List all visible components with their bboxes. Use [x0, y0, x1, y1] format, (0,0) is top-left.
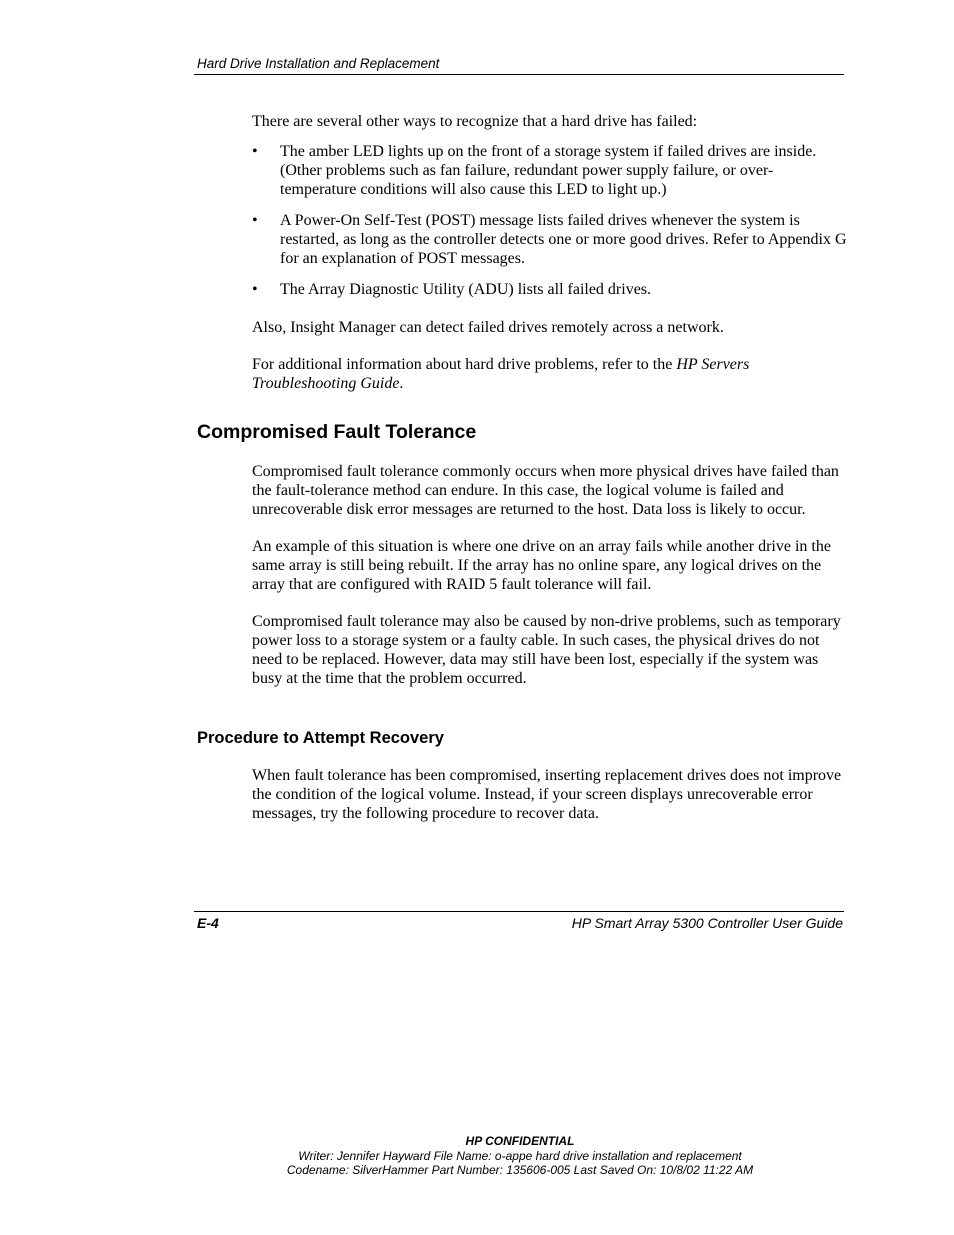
- list-item-text: The Array Diagnostic Utility (ADU) lists all failed drives.: [280, 281, 652, 298]
- subsection-body: [252, 766, 847, 823]
- bullet-icon: •: [252, 143, 258, 160]
- intro-lead: There are several other ways to recognize that a hard drive has failed:: [252, 113, 698, 130]
- confidential-line-2: Codename: SilverHammer Part Number: 135606-005 Last Saved On: 10/8/02 11:22 AM: [286, 1163, 754, 1177]
- book-title: HP Smart Array 5300 Controller User Guide: [571, 915, 843, 931]
- list-item-text: The amber LED lights up on the front of a storage system if failed drives are inside. (Other problems such as fan failure, redundant power supply failure, or over-temperature conditions will also cause this LED to light up.): [280, 143, 817, 198]
- bullet-icon: •: [252, 212, 258, 229]
- list-item-text: A Power-On Self-Test (POST) message lists failed drives whenever the system is restarted, as long as the controller detects one or more good drives. Refer to Appendix G for an explanation of POST messages.: [280, 212, 847, 267]
- page-number: E-4: [197, 915, 219, 931]
- section-paragraph: An example of this situation is where one drive on an array fails while another drive in the same array is still being rebuilt. If the array has no online spare, any logical drives on the array that are configured with RAID 5 fault tolerance will fail.: [252, 538, 831, 593]
- section-paragraph: Compromised fault tolerance may also be caused by non-drive problems, such as temporary power loss to a storage system or a faulty cable. In such cases, the physical drives do not need to be replaced. However, data may still have been lost, especially if the system was busy at the time that the problem occurred.: [252, 613, 841, 687]
- failure-indicators-list: [252, 142, 847, 299]
- subsection-paragraph: When fault tolerance has been compromised, inserting replacement drives does not improve the condition of the logical volume. Instead, if your screen displays unrecoverable error messages, try the following procedure to recover data.: [252, 767, 842, 822]
- list-item: [252, 142, 847, 199]
- additional-info-text: For additional information about hard drive problems, refer to the: [252, 356, 677, 373]
- guide-reference: HP Servers Troubleshooting Guide: [252, 356, 750, 392]
- section-body: [252, 462, 847, 688]
- list-item: [252, 280, 847, 299]
- running-header: Hard Drive Installation and Replacement: [197, 56, 440, 71]
- intro-block: [252, 112, 847, 393]
- subsection-heading: Procedure to Attempt Recovery: [197, 729, 444, 747]
- confidential-label: HP CONFIDENTIAL: [465, 1134, 575, 1148]
- section-paragraph: Compromised fault tolerance commonly occurs when more physical drives have failed than the fault-tolerance method can endure. In this case, the logical volume is failed and unrecoverable disk error messages are returned to the host. Data loss is likely to occur.: [252, 463, 839, 518]
- insight-paragraph: Also, Insight Manager can detect failed drives remotely across a network.: [252, 319, 724, 336]
- bullet-icon: •: [252, 281, 258, 298]
- header-rule: [194, 74, 844, 75]
- footer-rule: [194, 911, 844, 912]
- list-item: [252, 211, 847, 268]
- confidential-line-1: Writer: Jennifer Hayward File Name: o-appe hard drive installation and replacement: [298, 1149, 742, 1163]
- additional-info-paragraph: [252, 355, 847, 393]
- additional-info-end: .: [399, 375, 404, 392]
- section-heading: Compromised Fault Tolerance: [197, 421, 477, 443]
